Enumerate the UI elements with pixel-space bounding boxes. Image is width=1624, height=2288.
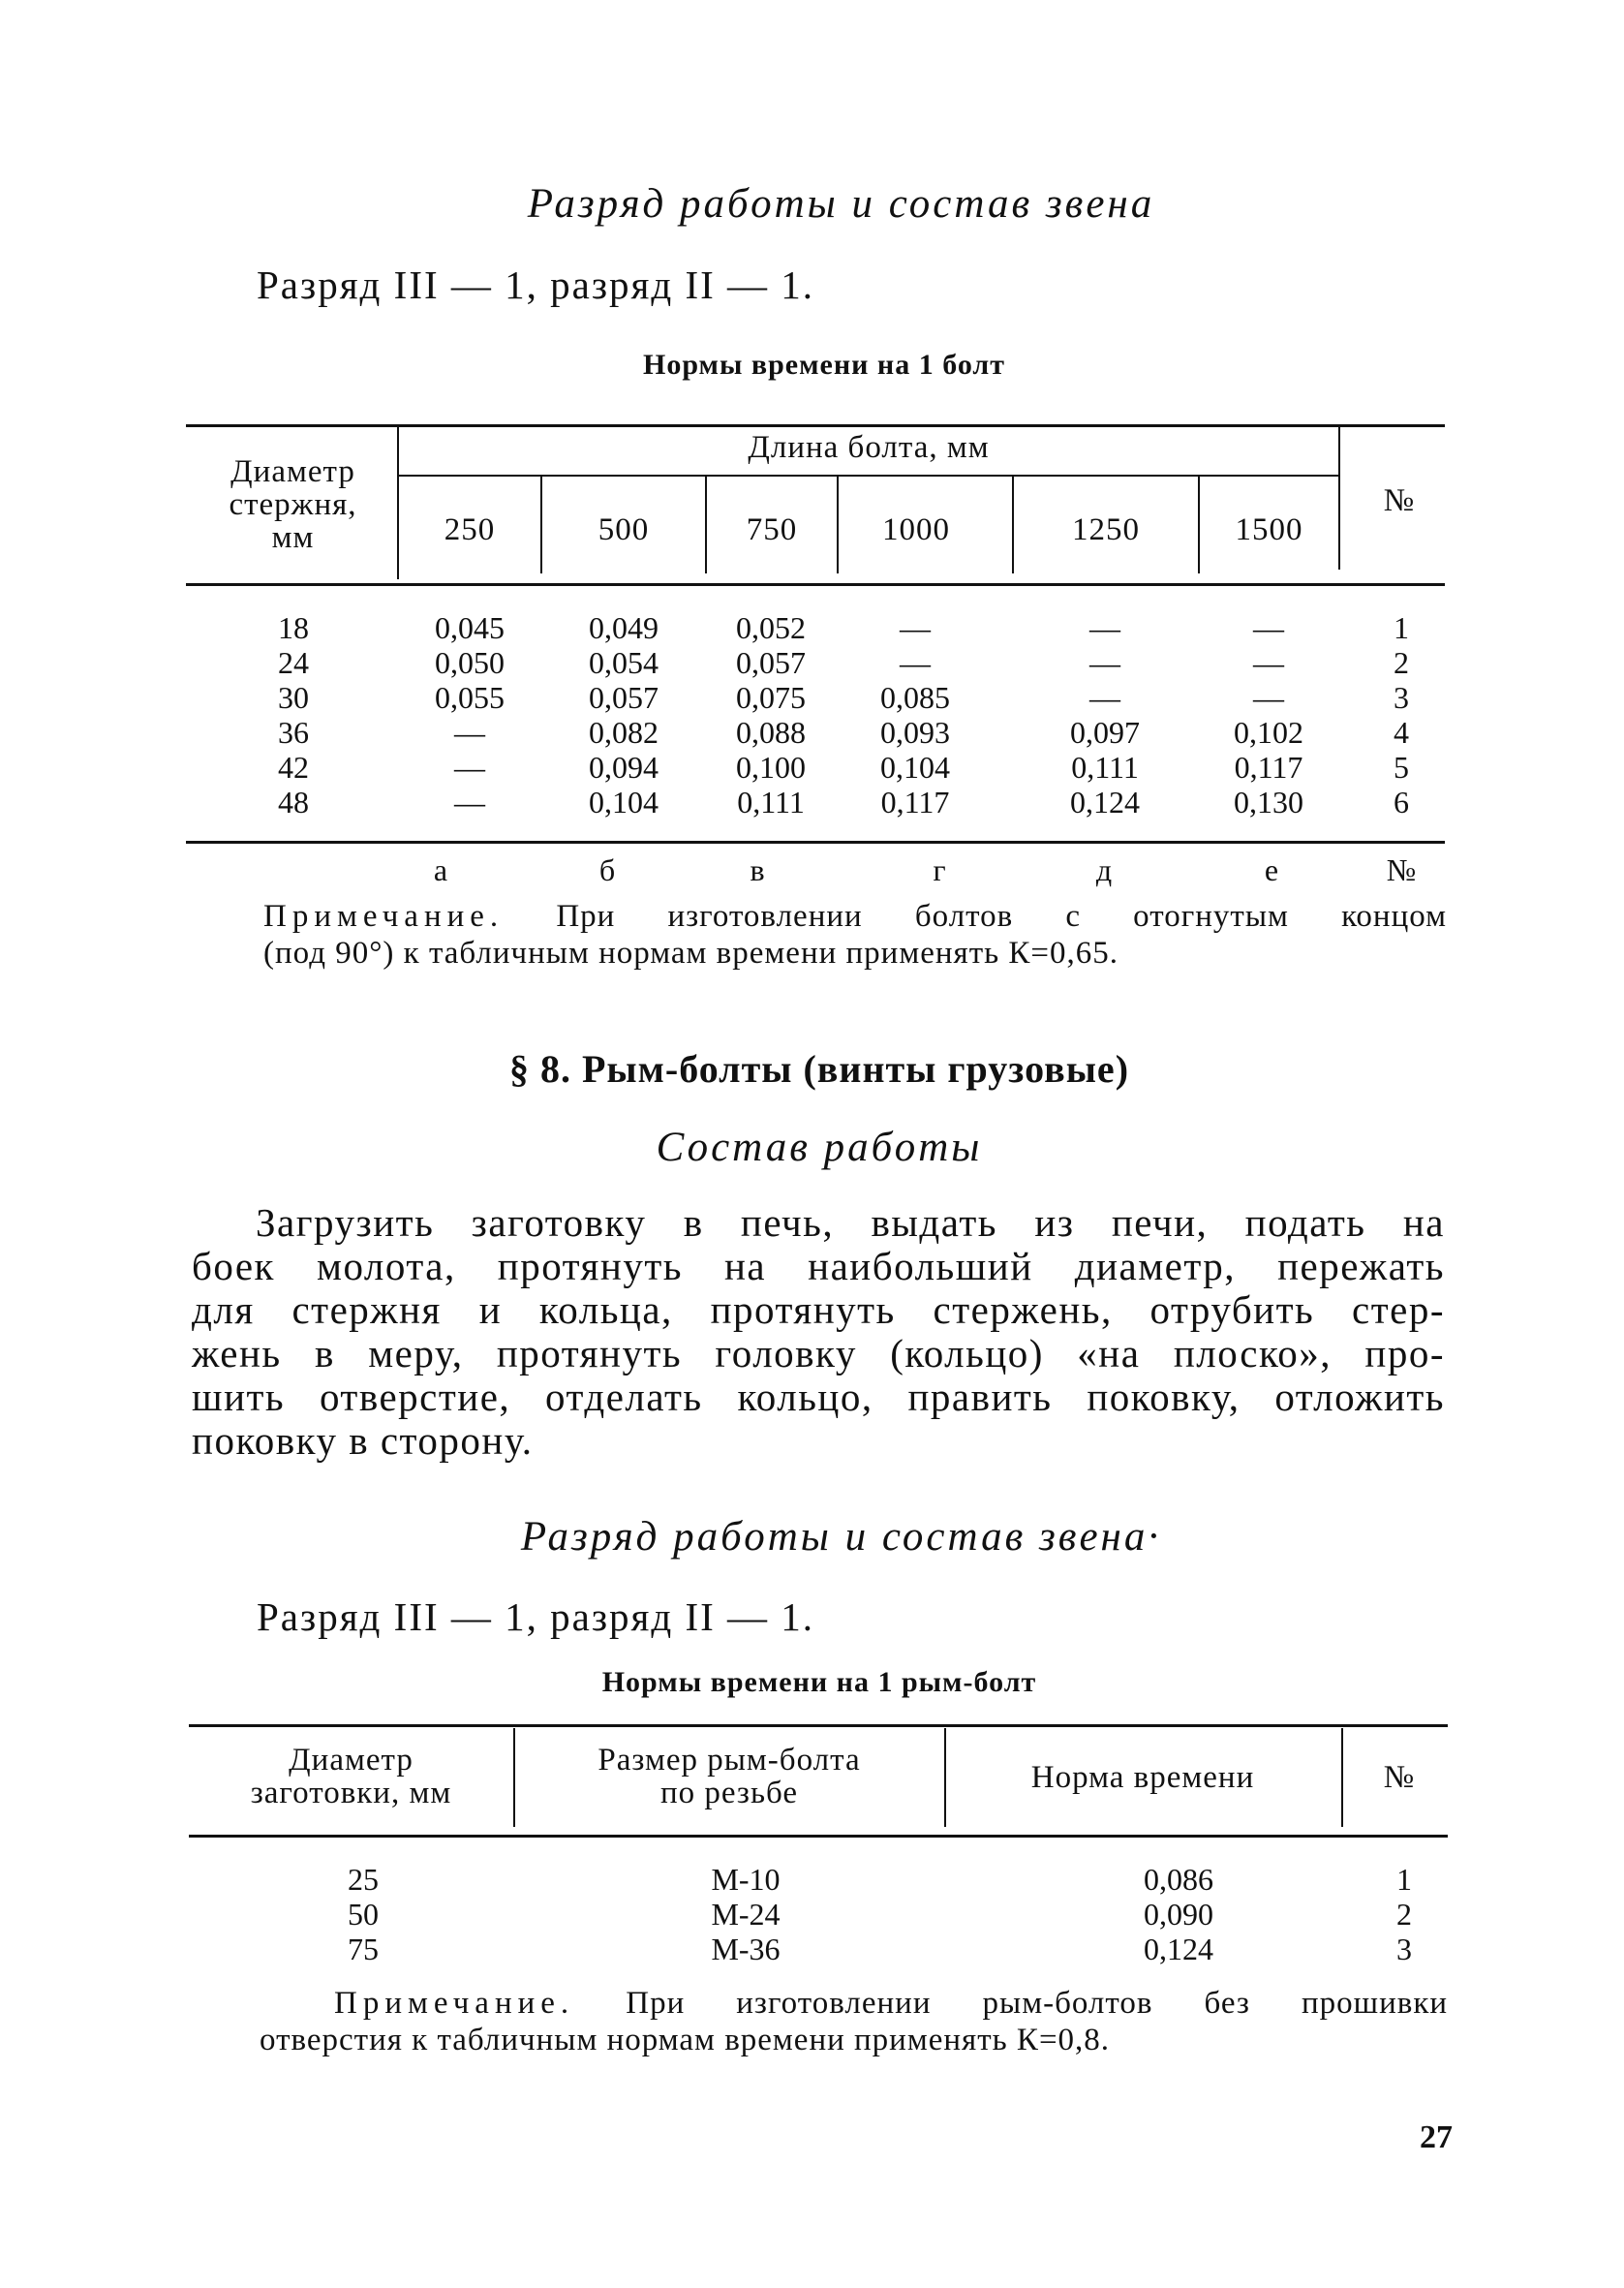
crew-composition: Разряд III — 1, разряд II — 1. xyxy=(257,263,815,307)
table1-diameter-cell: 36 xyxy=(278,715,309,750)
table1-value-cell: — xyxy=(1253,610,1284,645)
table1-value-cell: 0,093 xyxy=(880,715,950,750)
table2-size-cell: М-24 xyxy=(711,1897,781,1932)
page-number: 27 xyxy=(1420,2119,1453,2155)
table2-row-number: 3 xyxy=(1396,1932,1412,1966)
table2-header-rule xyxy=(189,1835,1448,1838)
table2-size-cell: М-36 xyxy=(711,1932,781,1966)
table1-value-cell: — xyxy=(1089,610,1120,645)
table2-header-num: № xyxy=(1383,1760,1416,1795)
table1-value-cell: 0,075 xyxy=(736,680,806,715)
table2-top-rule xyxy=(189,1724,1448,1727)
table1-value-cell: — xyxy=(454,715,485,750)
table1-value-cell: — xyxy=(900,610,931,645)
table1-row-number: 4 xyxy=(1394,715,1409,750)
table1-column-letter: д xyxy=(1095,852,1113,887)
table2-note-line2: отверстия к табличным нормам времени применять К=0,8. xyxy=(260,2023,1111,2057)
table1-value-cell: — xyxy=(454,750,485,785)
table1-diameter-cell: 18 xyxy=(278,610,309,645)
table2-divider xyxy=(513,1728,515,1827)
table1-value-cell: 0,045 xyxy=(435,610,505,645)
section-heading-crew: Разряд работы и состав звена xyxy=(527,181,1155,227)
table1-note-line2: (под 90°) к табличным нормам времени применять К=0,65. xyxy=(263,936,1119,971)
table1-value-cell: 0,085 xyxy=(880,680,950,715)
table2-norm-cell: 0,124 xyxy=(1144,1932,1213,1966)
table1-bottom-rule xyxy=(186,841,1445,844)
work-composition-heading: Состав работы xyxy=(656,1125,983,1170)
table2-diameter-cell: 50 xyxy=(348,1897,379,1932)
table1-value-cell: 0,117 xyxy=(880,785,950,819)
table1-diameter-cell: 42 xyxy=(278,750,309,785)
table1-value-cell: 0,104 xyxy=(589,785,659,819)
table1-value-cell: 0,057 xyxy=(589,680,659,715)
table1-divider xyxy=(1338,426,1340,570)
table2-diameter-cell: 25 xyxy=(348,1862,379,1897)
table2-note-line1 xyxy=(334,1986,1448,2022)
table1-length-1500: 1500 xyxy=(1235,512,1303,547)
table2-diameter-cell: 75 xyxy=(348,1932,379,1966)
table1-diameter-cell: 24 xyxy=(278,645,309,680)
table1-header-diameter: Диаметр стержня, мм xyxy=(229,454,357,555)
table1-caption: Нормы времени на 1 болт xyxy=(642,349,1005,381)
table1-diameter-cell: 48 xyxy=(278,785,309,819)
table1-value-cell: 0,097 xyxy=(1070,715,1140,750)
table1-header-length: Длина болта, мм xyxy=(748,430,990,465)
table1-value-cell: 0,049 xyxy=(589,610,659,645)
table1-row-number: 6 xyxy=(1394,785,1409,819)
note-label: Примечание. xyxy=(334,1986,575,2021)
table1-value-cell: — xyxy=(454,785,485,819)
note-text: При изготовлении болтов с отогнутым концом xyxy=(556,899,1447,934)
table1-value-cell: 0,055 xyxy=(435,680,505,715)
table1-value-cell: — xyxy=(1089,680,1120,715)
table1-value-cell: 0,052 xyxy=(736,610,806,645)
table1-value-cell: 0,054 xyxy=(589,645,659,680)
table2-size-cell: М-10 xyxy=(711,1862,781,1897)
table2-caption: Нормы времени на 1 рым-болт xyxy=(601,1666,1037,1698)
table2-row-number: 2 xyxy=(1396,1897,1412,1932)
table2-header-diameter: Диаметр заготовки, мм xyxy=(250,1743,452,1810)
table1-length-500: 500 xyxy=(598,512,650,547)
table2-header-norm: Норма времени xyxy=(1030,1760,1255,1795)
crew-composition-2: Разряд III — 1, разряд II — 1. xyxy=(257,1594,815,1639)
table1-length-750: 750 xyxy=(746,512,798,547)
table1-value-cell: 0,124 xyxy=(1070,785,1140,819)
note-label: Примечание. xyxy=(263,899,505,934)
table1-value-cell: 0,050 xyxy=(435,645,505,680)
table1-value-cell: — xyxy=(1253,680,1284,715)
section-heading-crew-2: Разряд работы и состав звена· xyxy=(520,1514,1162,1560)
table1-column-letter-num: № xyxy=(1386,852,1417,887)
table1-note-line1 xyxy=(263,899,1447,935)
table1-row-number: 3 xyxy=(1394,680,1409,715)
table1-value-cell: 0,130 xyxy=(1234,785,1303,819)
table1-column-letter: в xyxy=(750,852,765,887)
note-text: При изготовлении рым-болтов без прошивки xyxy=(626,1986,1449,2021)
table1-value-cell: 0,100 xyxy=(736,750,806,785)
table1-value-cell: 0,117 xyxy=(1234,750,1303,785)
table2-row-number: 1 xyxy=(1396,1862,1412,1897)
table1-value-cell: 0,094 xyxy=(589,750,659,785)
table1-row-number: 1 xyxy=(1394,610,1409,645)
table1-row-number: 2 xyxy=(1394,645,1409,680)
table1-top-rule xyxy=(186,424,1445,427)
table1-column-letter: г xyxy=(933,852,946,887)
table2-divider xyxy=(1341,1728,1343,1827)
table1-value-cell: 0,104 xyxy=(880,750,950,785)
work-description xyxy=(192,1201,1445,1463)
table1-value-cell: — xyxy=(900,645,931,680)
section-title: § 8. Рым-болты (винты грузовые) xyxy=(508,1047,1130,1091)
table2-divider xyxy=(944,1728,946,1827)
table1-value-cell: — xyxy=(1253,645,1284,680)
table1-length-250: 250 xyxy=(444,512,496,547)
table1-column-letter: а xyxy=(433,852,448,887)
paragraph-line: жень в меру, протянуть головку (кольцо) «на плоско», про- xyxy=(192,1331,1445,1376)
paragraph-line: Загрузить заготовку в печь, выдать из печи, подать на xyxy=(256,1200,1445,1245)
table1-column-letter: б xyxy=(598,852,616,887)
paragraph-line: боек молота, протянуть на наибольший диаметр, пережать xyxy=(192,1244,1445,1288)
table1-row-number: 5 xyxy=(1394,750,1409,785)
paragraph-line: для стержня и кольца, протянуть стержень, отрубить стер- xyxy=(192,1287,1445,1332)
table1-header-num: № xyxy=(1383,483,1416,518)
table1-value-cell: 0,111 xyxy=(1071,750,1139,785)
table1-length-1250: 1250 xyxy=(1072,512,1140,547)
table1-length-1000: 1000 xyxy=(882,512,950,547)
table1-diameter-cell: 30 xyxy=(278,680,309,715)
paragraph-line: поковку в сторону. xyxy=(192,1418,534,1463)
table2-norm-cell: 0,086 xyxy=(1144,1862,1213,1897)
table1-value-cell: — xyxy=(1089,645,1120,680)
table1-column-letter: е xyxy=(1264,852,1279,887)
table1-value-cell: 0,057 xyxy=(736,645,806,680)
table2-header-size: Размер рым-болта по резьбе xyxy=(598,1743,861,1810)
table2-norm-cell: 0,090 xyxy=(1144,1897,1213,1932)
table1-header-rule xyxy=(186,583,1445,586)
paragraph-line: шить отверстие, отделать кольцо, править поковку, отложить xyxy=(192,1375,1445,1419)
table1-value-cell: 0,102 xyxy=(1234,715,1303,750)
table1-value-cell: 0,111 xyxy=(737,785,805,819)
table1-value-cell: 0,088 xyxy=(736,715,806,750)
table1-value-cell: 0,082 xyxy=(589,715,659,750)
